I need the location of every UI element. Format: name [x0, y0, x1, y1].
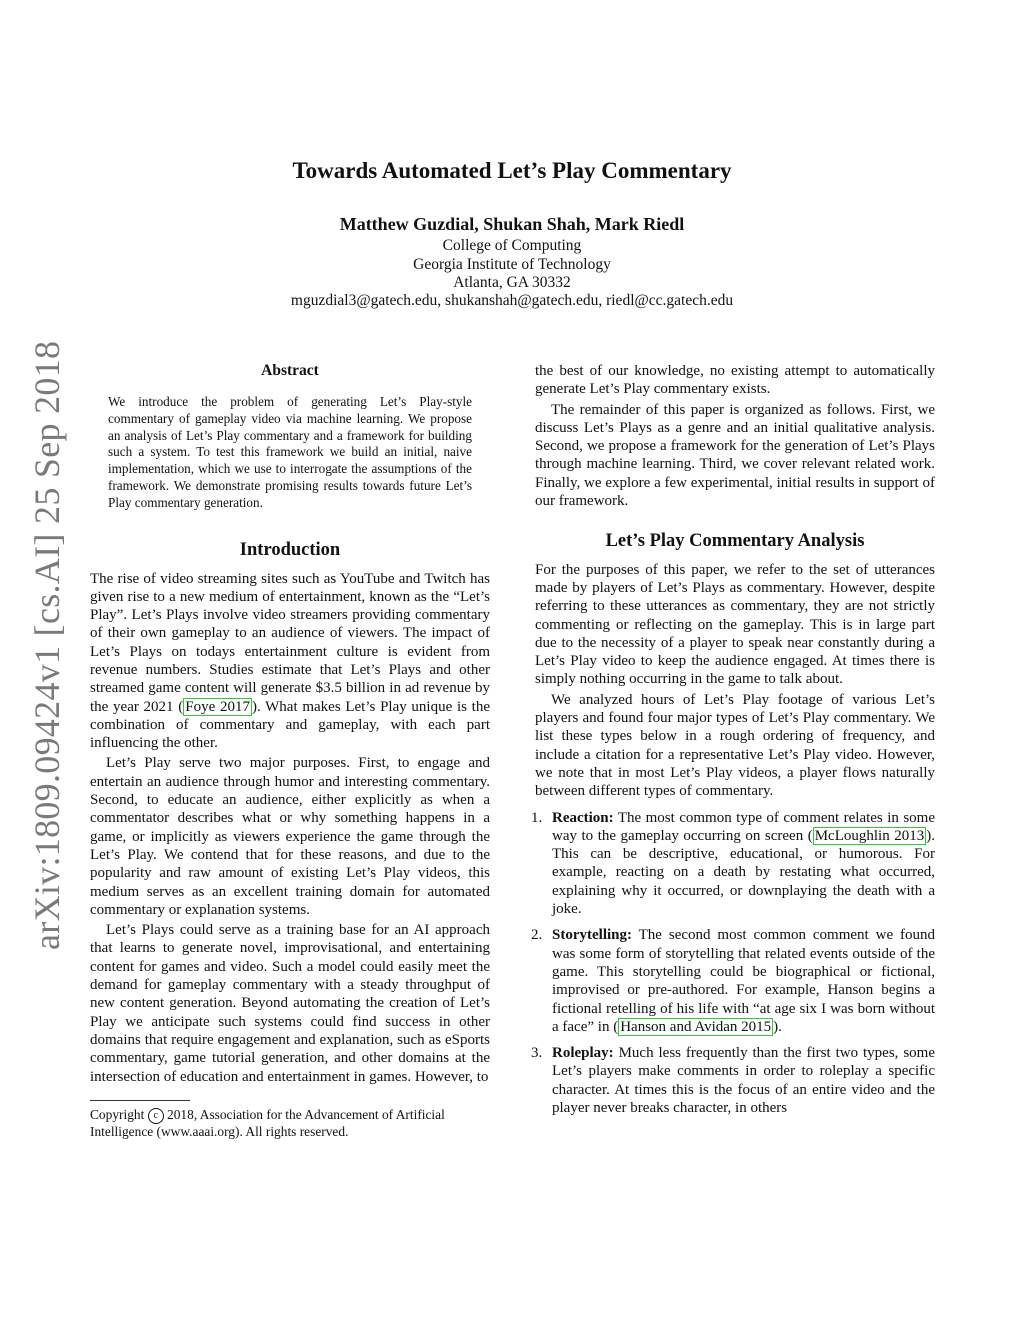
author-list: Matthew Guzdial, Shukan Shah, Mark Riedl	[339, 214, 685, 234]
analysis-heading: Let’s Play Commentary Analysis	[605, 531, 865, 552]
list-item: 1. Reaction: The most common type of comment relates in some way to the gameplay occurring on screen ( McLoughlin 2013 ). This can be descriptive, educational, or humorous. For example, reacting on a death by restating what occurred, explaining why it occurred, or downplaying the death with a joke.	[531, 809, 935, 918]
introduction-heading: Introduction	[239, 540, 341, 561]
commentary-types-list	[531, 809, 935, 1118]
citation-link[interactable]: McLoughlin 2013	[814, 827, 925, 844]
abstract-text: We introduce the problem of generating Let’s Play-style commentary of gameplay video via machine learning. We propose an analysis of Let’s Play commentary and a framework for building such a system. To test this framework we build an initial, naive implementation, which we use to interrogate the assumptions of the framework. We demonstrate promising results towards future Let’s Play commentary generation.	[108, 394, 472, 510]
outline-paragraph: The remainder of this paper is organized as follows. First, we discuss Let’s Plays as a genre and an initial qualitative analysis. Second, we propose a framework for the generation of Let’s Plays through machine learning. Third, we cover relevant related work. Finally, we explore a few experimental, initial results in support of our framework.	[535, 401, 935, 510]
right-column	[531, 362, 935, 1125]
citation-link[interactable]: Hanson and Avidan 2015	[620, 1018, 772, 1035]
footnote-divider	[90, 1100, 190, 1101]
intro-paragraph-continued: the best of our knowledge, no existing attempt to automatically generate Let’s Play commentary exists.	[535, 363, 935, 398]
citation-link[interactable]: Foye 2017	[185, 698, 250, 715]
affiliation-dept: College of Computing	[442, 237, 582, 254]
analysis-paragraph-2: We analyzed hours of Let’s Play footage of various Let’s players and found four major types of Let’s Play commentary. We list these types below in a rough ordering of frequency, and include a citation for a representative Let’s Play video. However, we note that in most Let’s Play videos, a player flows naturally between different types of commentary.	[535, 691, 935, 800]
intro-paragraph-3: Let’s Plays could serve as a training base for an AI approach that learns to generate novel, improvisational, and entertaining content for games and video. Such a model could easily meet the demand for gameplay commentary with a steady throughput of new content generation. Beyond automating the creation of Let’s Play we anticipate such systems could find success in other domains that require engagement and explanation, such as eSports commentary, game tutorial generation, and other domains at the intersection of education and entertainment in games. However, to	[90, 922, 490, 1085]
abstract-heading: Abstract	[261, 362, 319, 379]
author-emails: mguzdial3@gatech.edu, shukanshah@gatech.edu, riedl@cc.gatech.edu	[290, 292, 734, 309]
intro-paragraph-1: The rise of video streaming sites such as YouTube and Twitch has given rise to a new medium of entertainment, known as the “Let’s Play”. Let’s Plays involve video streamers providing commentary of their own gameplay to an audience of viewers. The impact of Let’s Plays on todays entertainment culture is evident from revenue numbers. Studies estimate that Let’s Plays and other streamed game content will generate $3.5 billion in ad revenue by the year 2021 ( Foye 2017 ). What makes Let’s Play unique is the combination of commentary and gameplay, with each part influencing the other.	[90, 570, 491, 752]
arxiv-identifier: arXiv:1809.09424v1 [cs.AI] 25 Sep 2018	[27, 340, 67, 950]
paper-title: Towards Automated Let’s Play Commentary	[292, 158, 732, 183]
left-column	[90, 362, 490, 1140]
intro-paragraph-2: Let’s Play serve two major purposes. First, to engage and entertain an audience through humor and interesting commentary. Second, to educate an audience, either explicitly as when a commentator describes what or why something happens in a game, or implicitly as viewers experience the game through the Let’s Play. We contend that for these reasons, and due to the popularity and raw amount of existing Let’s Play videos, this medium serves as an excellent training domain for automated commentary or explanation systems.	[90, 755, 490, 918]
affiliation-institute: Georgia Institute of Technology	[413, 256, 611, 273]
copyright-icon: c	[148, 1108, 164, 1124]
affiliation-address: Atlanta, GA 30332	[453, 274, 571, 291]
copyright-footnote: Copyright c 2018, Association for the Advancement of Artificial Intelligence (www.aaai.org). All rights reserved.	[90, 1106, 445, 1139]
list-item: 2. Storytelling: The second most common comment we found was some form of storytelling that related events outside of the game. This storytelling could be biographical or fictional, improvised or pre-authored. For example, Hanson begins a fictional retelling of his life with “at age six I was born without a face” in ( Hanson and Avidan 2015 ).	[531, 927, 935, 1035]
list-item: 3. Roleplay: Much less frequently than the first two types, some Let’s players make comments in order to roleplay a specific character. At times this is the focus of an entire video and the player never breaks character, in others	[531, 1045, 935, 1116]
analysis-paragraph-1: For the purposes of this paper, we refer to the set of utterances made by players of Let’s Plays as commentary. However, despite referring to these utterances as commentary, they are not strictly commenting or reflecting on the gameplay. This is in large part due to the necessity of a player to speak near constantly during a Let’s Play video to keep the audience engaged. At times there is simply nothing occurring in the game to talk about.	[535, 561, 935, 688]
